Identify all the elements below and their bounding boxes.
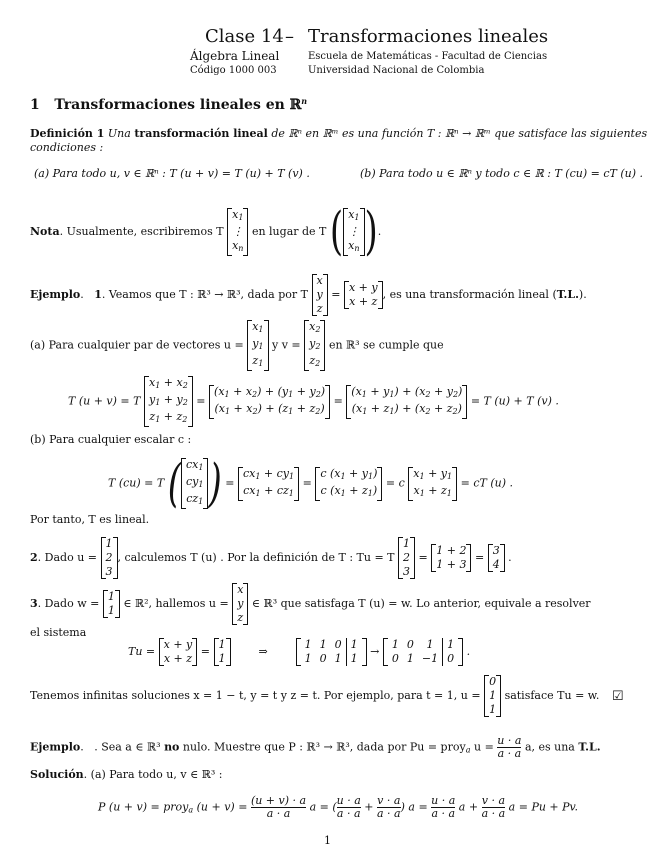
checkbox-icon: ☑	[612, 689, 624, 704]
section-heading: 1 Transformaciones lineales en ℝ$^n$	[30, 96, 308, 113]
conclusion: Por tanto, T es lineal.	[30, 513, 150, 526]
sistema-label: el sistema	[30, 626, 87, 639]
definition: Definición 1 Una transformación lineal de ℝⁿ en ℝᵐ es una función T : ℝⁿ → ℝᵐ que satisface las siguientes	[30, 127, 648, 140]
vector-x: $x_1$ ⋮ $x_n$	[227, 208, 248, 256]
part-a: (a) Para cualquier par de vectores u = $x_1$ $y_1$ $z_1$ y v = $x_2$ $y_2$ $z_2$ en ℝ³ se cumple que	[30, 320, 444, 371]
page-number: 1	[324, 834, 331, 847]
ejemplo-1: Ejemplo. 1. Veamos que T : ℝ³ → ℝ³, dada por T x y z = x + y x + z , es una transformación lineal (T.L.).	[30, 274, 587, 315]
condition-a: (a) Para todo u, v ∈ ℝⁿ : T (u + v) = T (u) + T (v) .	[34, 167, 310, 180]
ejemplo-2-item: 2. Dado u = 1 2 3 , calculemos T (u) . Por la definición de T : Tu = T 1 2 3 = 1 + 2 1 + 3 = 3 4 .	[30, 537, 512, 578]
equation-scalar: T (cu) = T ( $cx_1$ $cy_1$ $cz_1$ ) = $cx_1 + cy_1$ $cx_1 + cz_1$ = c $(x_1 + y_1)$ c $(x_1 + z_1)$ = c $x_1 + y_1$ $x_1 + z_1$ = cT (u) .	[108, 453, 513, 514]
title-left: Clase 14	[205, 26, 284, 47]
infinite-solutions: Tenemos infinitas soluciones x = 1 − t, y = t y z = t. Por ejemplo, para t = 1, u = 0 1 1 satisface Tu = w.	[30, 675, 600, 716]
equation-sum: T (u + v) = T $x_1 + x_2$ $y_1 + y_2$ $z_1 + z_2$ = $(x_1 + x_2) + (y_1 + y_2)$ $(x_1 + x_2) + (z_1 + z_2)$ = $(x_1 + y_1) + (x_2 + y_2)$ $(x_1 + z_1) + (x_2 + z_2)$ = T (u) + T (v) .	[68, 376, 559, 427]
system-equation: Tu = x + y x + z = 1 1 ⇒ 1 1 0 1 1 0 1 1 → 1 0 1 1 0 1 −1 0 .	[128, 638, 471, 665]
course-name: Álgebra Lineal	[190, 49, 280, 63]
ejemplo-proyeccion: Ejemplo. . Sea a ∈ ℝ³ no nulo. Muestre que P : ℝ³ → ℝ³, dada por Pu = proy$_a$ u = $\frac{u \cdot a}{a \cdot a}$ a, es una T.L.	[30, 734, 601, 760]
ejemplo-3-item: 3. Dado w = 1 1 ∈ ℝ², hallemos u = x y z ∈ ℝ³ que satisfaga T (u) = w. Lo anterior, equivale a resolver	[30, 583, 591, 624]
condition-b: (b) Para todo u ∈ ℝⁿ y todo c ∈ ℝ : T (cu) = cT (u) .	[360, 167, 643, 180]
nota: Nota. Usualmente, escribiremos T $x_1$ ⋮ $x_n$ en lugar de T ( $x_1$ ⋮ $x_n$ ).	[30, 202, 382, 262]
definition-cont: condiciones :	[30, 141, 104, 154]
title-right: Transformaciones lineales	[308, 26, 549, 47]
part-b: (b) Para cualquier escalar c :	[30, 433, 192, 446]
solucion: Solución. (a) Para todo u, v ∈ ℝ³ :	[30, 768, 223, 781]
school: Escuela de Matemáticas - Facultad de Ciencias	[308, 51, 548, 62]
university: Universidad Nacional de Colombia	[308, 65, 485, 76]
equation-projection: P (u + v) = proy$_a$ (u + v) = $\frac{(u + v) \cdot a}{a \cdot a}$ a = ( $\frac{u \cdot a}{a \cdot a}$ + $\frac{v \cdot a}{a \cdot a}$ ) a = $\frac{u \cdot a}{a \cdot a}$ a + $\frac{v \cdot a}{a \cdot a}$ a = Pu + Pv.	[98, 794, 578, 820]
title-dash: –	[285, 26, 294, 47]
course-code: Código 1000 003	[190, 65, 277, 76]
vector-x-paren: $x_1$ ⋮ $x_n$	[343, 208, 364, 256]
